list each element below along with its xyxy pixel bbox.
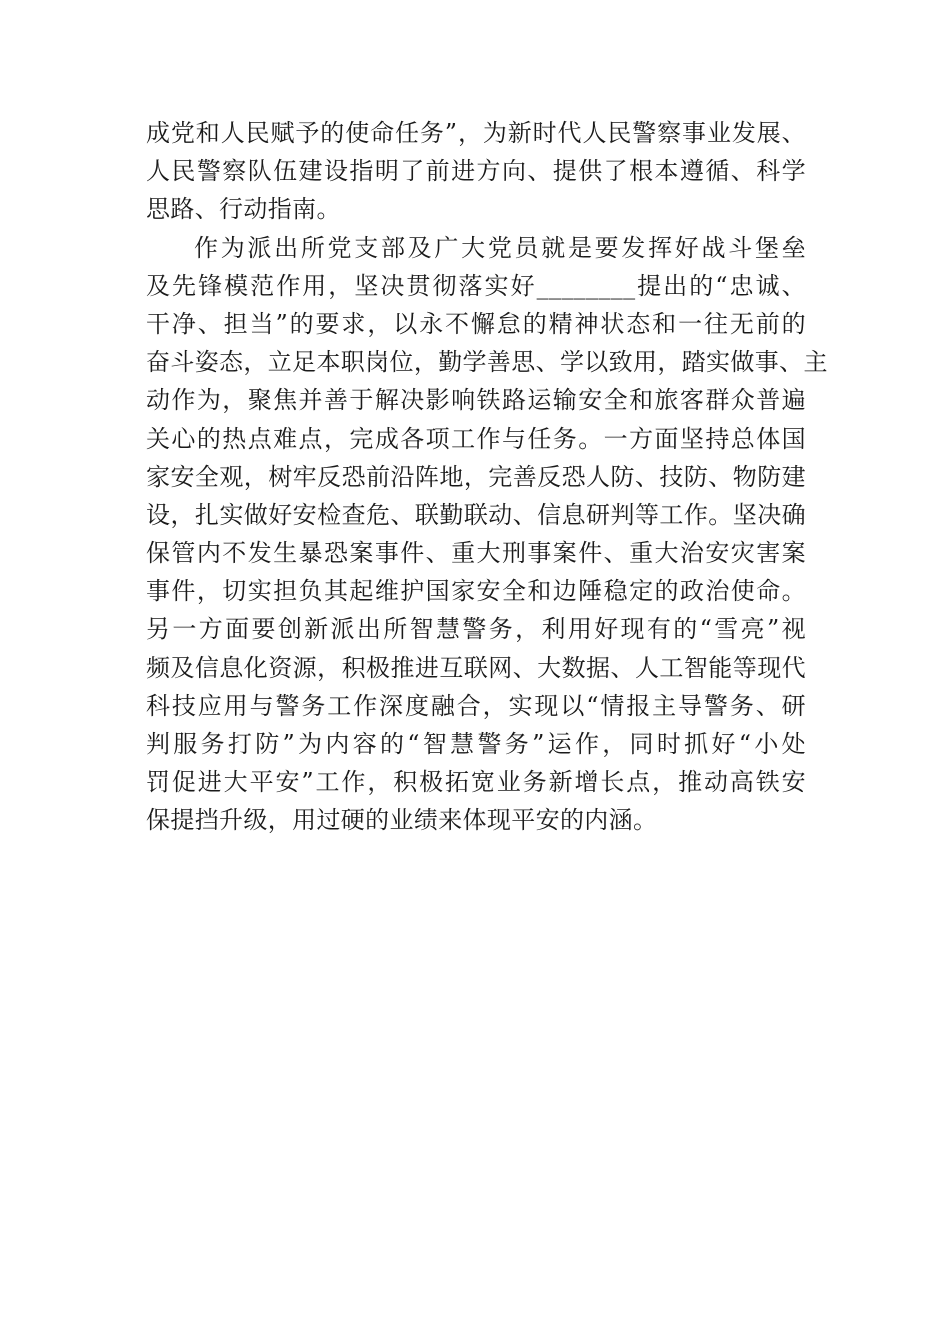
paragraph2-line-11: 另一方面要创新派出所智慧警务，利用好现有的“雪亮”视 [146, 615, 806, 644]
paragraph2-line-8: 设，扎实做好安检查危、联勤联动、信息研判等工作。坚决确 [146, 500, 806, 529]
paragraph2-line-6: 关心的热点难点，完成各项工作与任务。一方面坚持总体国 [146, 424, 806, 453]
body-text [146, 114, 828, 840]
paragraph2-line-12: 频及信息化资源，积极推进互联网、大数据、人工智能等现代 [146, 653, 806, 682]
paragraph2-line-15: 罚促进大平安”工作，积极拓宽业务新增长点，推动高铁安 [146, 768, 806, 797]
paragraph2-line-2: 及先锋模范作用，坚决贯彻落实好________提出的“忠诚、 [146, 271, 806, 300]
paragraph2-line-4: 奋斗姿态，立足本职岗位，勤学善思、学以致用，踏实做事、主 [146, 348, 828, 377]
paragraph1-line-3: 思路、行动指南。 [146, 195, 341, 224]
paragraph2-line-3: 干净、担当”的要求，以永不懈怠的精神状态和一往无前的 [146, 309, 806, 338]
paragraph2-line-5: 动作为，聚焦并善于解决影响铁路运输安全和旅客群众普遍 [146, 386, 806, 415]
paragraph2-line-13: 科技应用与警务工作深度融合，实现以“情报主导警务、研 [146, 691, 806, 720]
paragraph2-line-16: 保提挡升级，用过硬的业绩来体现平安的内涵。 [146, 806, 658, 835]
paragraph2-line-14: 判服务打防”为内容的“智慧警务”运作，同时抓好“小处 [146, 730, 806, 758]
paragraph2-line-1: 作为派出所党支部及广大党员就是要发挥好战斗堡垒 [194, 233, 806, 262]
paragraph1-line-2: 人民警察队伍建设指明了前进方向、提供了根本遵循、科学 [146, 157, 806, 186]
paragraph2-line-7: 家安全观，树牢反恐前沿阵地，完善反恐人防、技防、物防建 [146, 462, 806, 491]
paragraph2-line-10: 事件，切实担负其起维护国家安全和边陲稳定的政治使命。 [146, 577, 806, 606]
paragraph2-line-9: 保管内不发生暴恐案事件、重大刑事案件、重大治安灾害案 [146, 539, 806, 568]
paragraph1-line-1: 成党和人民赋予的使命任务”，为新时代人民警察事业发展、 [146, 119, 806, 147]
